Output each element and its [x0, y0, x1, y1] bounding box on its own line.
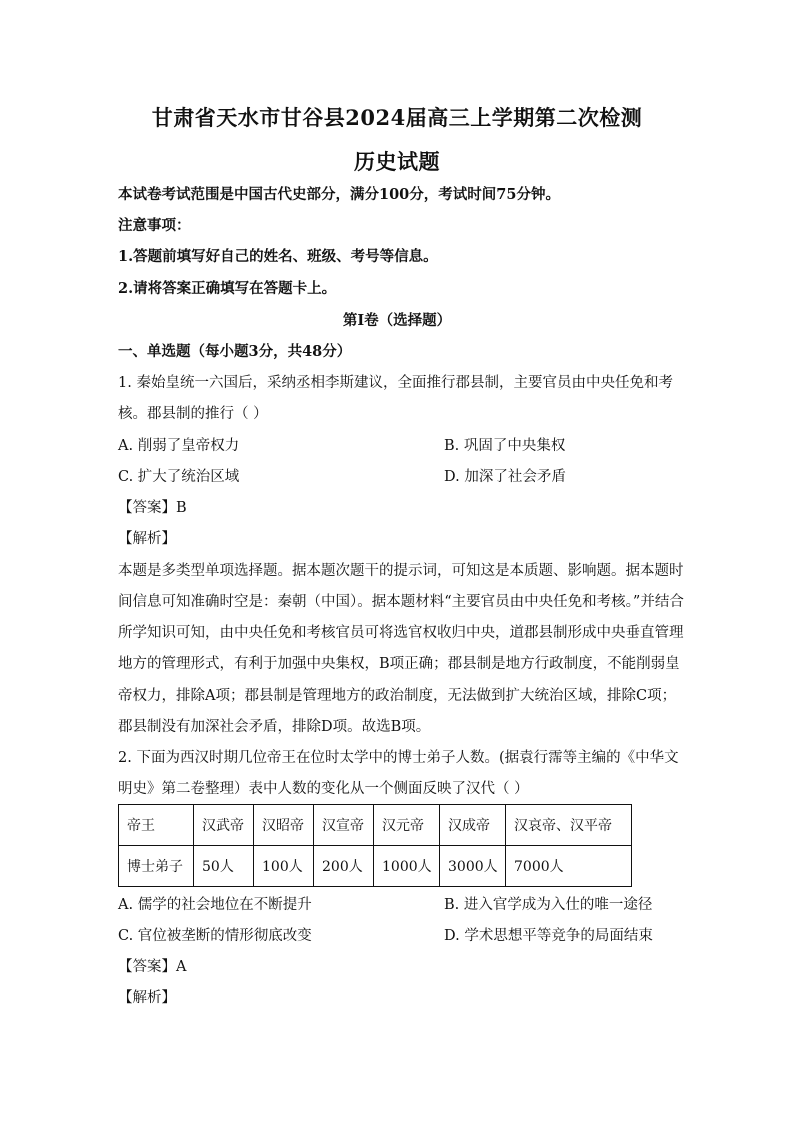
table-cell: 汉哀帝、汉平帝 [506, 805, 632, 846]
q1-option-b: B. 巩固了中央集权 [444, 438, 566, 454]
q1-analysis-label: 【解析】 [118, 531, 176, 547]
table-cell: 汉宣帝 [314, 805, 374, 846]
table-cell: 汉元帝 [374, 805, 440, 846]
q1-option-c: C. 扩大了统治区域 [118, 469, 240, 485]
q1-analysis-line: 本题是多类型单项选择题。据本题次题干的提示词，可知这是本质题、影响题。据本题时 [118, 563, 684, 579]
exam-title: 甘肃省天水市甘谷县2024届高三上学期第二次检测 [151, 105, 643, 130]
q1-analysis-line: 间信息可知准确时空是：秦朝（中国）。据本题材料“主要官员由中央任免和考核。”并结合 [118, 594, 684, 610]
table-row [119, 846, 632, 887]
q1-option-a: A. 削弱了皇帝权力 [118, 438, 240, 454]
q2-answer: 【答案】A [118, 959, 187, 975]
table-cell: 100人 [254, 846, 314, 887]
exam-scope: 本试卷考试范围是中国古代史部分，满分100分，考试时间75分钟。 [118, 186, 560, 203]
q1-analysis-line: 郡县制没有加深社会矛盾，排除D项。故选B项。 [118, 719, 431, 735]
q2-option-d: D. 学术思想平等竞争的局面结束 [444, 928, 653, 944]
q1-stem-line-1: 1. 秦始皇统一六国后，采纳丞相李斯建议，全面推行郡县制，主要官员由中央任免和考 [118, 375, 673, 391]
table-row-header: 博士弟子 [119, 846, 194, 887]
q1-analysis-line: 帝权力，排除A项；郡县制是管理地方的政治制度，无法做到扩大统治区域，排除C项； [118, 688, 677, 704]
section-heading: 一、单选题（每小题3分，共48分） [118, 343, 352, 360]
table-row [119, 805, 632, 846]
notice-heading: 注意事项： [118, 217, 191, 234]
table-cell: 汉武帝 [194, 805, 254, 846]
table-cell: 7000人 [506, 846, 632, 887]
q2-option-c: C. 官位被垄断的情形彻底改变 [118, 928, 312, 944]
q2-stem-line-2: 明史》第二卷整理）表中人数的变化从一个侧面反映了汉代（ ） [118, 781, 529, 797]
q1-analysis-line: 所学知识可知，由中央任免和考核官员可将选官权收归中央，道郡县制形成中央垂直管理 [118, 625, 684, 641]
table-row-header: 帝王 [119, 805, 194, 846]
notice-item-1: 1.答题前填写好自己的姓名、班级、考号等信息。 [118, 248, 438, 265]
table-cell: 200人 [314, 846, 374, 887]
q1-option-d: D. 加深了社会矛盾 [444, 469, 566, 485]
q2-option-a: A. 儒学的社会地位在不断提升 [118, 897, 312, 913]
q1-analysis-line: 地方的管理形式，有利于加强中央集权，B项正确；郡县制是地方行政制度，不能削弱皇 [118, 656, 680, 672]
table-cell: 3000人 [440, 846, 506, 887]
table-cell: 汉成帝 [440, 805, 506, 846]
q1-stem-line-2: 核。郡县制的推行（ ） [118, 406, 268, 422]
students-table [118, 804, 632, 887]
table-cell: 汉昭帝 [254, 805, 314, 846]
table-cell: 50人 [194, 846, 254, 887]
q2-stem-line-1: 2. 下面为西汉时期几位帝王在位时太学中的博士弟子人数。(据袁行霈等主编的《中华文 [118, 750, 679, 766]
q2-analysis-label: 【解析】 [118, 990, 176, 1006]
volume-heading: 第I卷（选择题） [342, 312, 452, 329]
notice-item-2: 2.请将答案正确填写在答题卡上。 [118, 280, 337, 297]
table-cell: 1000人 [374, 846, 440, 887]
q1-answer: 【答案】B [118, 500, 187, 516]
q2-option-b: B. 进入官学成为入仕的唯一途径 [444, 897, 653, 913]
exam-subtitle: 历史试题 [354, 149, 440, 174]
